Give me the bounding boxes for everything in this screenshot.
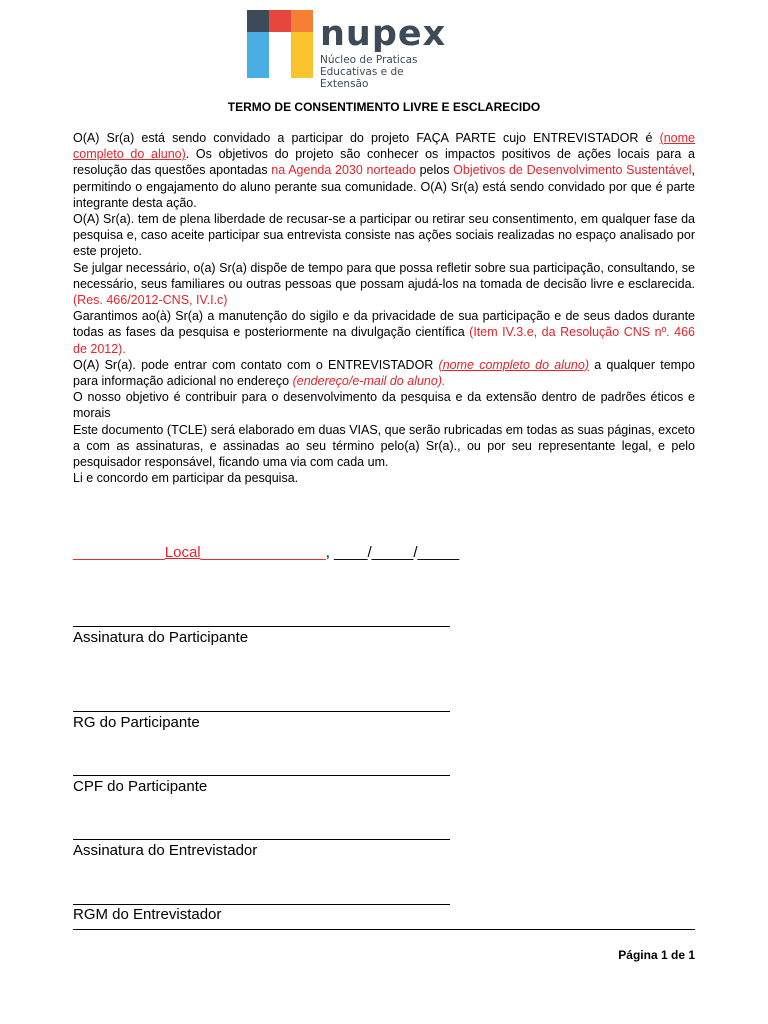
document-title: TERMO DE CONSENTIMENTO LIVRE E ESCLARECIDO: [227, 100, 541, 114]
participant-cpf-line[interactable]: [73, 775, 450, 776]
document-body: [73, 130, 695, 486]
paragraph-objective: O nosso objetivo é contribuir para o desenvolvimento da pesquisa e da extensão dentro de padrões éticos e morais: [73, 390, 695, 421]
participant-signature-label: Assinatura do Participante: [73, 629, 249, 646]
interviewer-signature-line[interactable]: [73, 839, 450, 840]
page-number: [618, 948, 695, 962]
footer-divider: [73, 929, 695, 930]
p1-text-c: . Os objetivos do projeto são conhecer os impactos positivos de ações locais para a resolução das questões apontadas: [73, 147, 695, 178]
participant-rg-label: RG do Participante: [73, 714, 200, 731]
nupex-logo: [247, 10, 447, 90]
logo-subtitle: [320, 54, 447, 90]
agenda-2030-highlight: na Agenda 2030 norteado: [271, 163, 416, 178]
local-blank-before: ___________: [73, 544, 165, 561]
paragraph-reflection: [73, 260, 695, 309]
p1-text-g: , permitindo o engajamento do aluno perante sua comunidade. O(A) Sr(a) está sendo convidado por que é parte integrante desta ação.: [73, 163, 695, 210]
interviewer-rgm-line[interactable]: [73, 904, 450, 905]
participant-rg-line[interactable]: [73, 711, 450, 712]
p1-text-a: O(A) Sr(a) está sendo convidado a participar do projeto FAÇA PARTE cujo ENTREVISTADOR é: [73, 131, 660, 145]
p1-text-e: pelos: [415, 163, 454, 178]
resolution-citation: (Res. 466/2012-CNS, IV.I.c): [73, 293, 228, 308]
p3-text-a: Se julgar necessário, o(a) Sr(a) dispõe de tempo para que possa refletir sobre sua participação, consultando, se necessário, seus familiares ou outras pessoas que possam ajudá-los na tomada de decisão livre e esclarecida.: [73, 260, 695, 291]
ods-highlight: Objetivos de Desenvolvimento Sustentável: [453, 163, 692, 178]
paragraph-contact: [73, 357, 695, 389]
participant-cpf-label: CPF do Participante: [73, 778, 208, 795]
local-date-line[interactable]: [73, 544, 459, 561]
student-name-placeholder: (nome completo do aluno): [73, 131, 695, 162]
p4-text-a: Garantimos ao(à) Sr(a) a manutenção do sigilo e da privacidade de sua participação e de seus dados durante todas as fases da pesquisa e posteriormente na divulgação científica: [73, 309, 695, 340]
nupex-logo-mark-icon: [247, 10, 313, 78]
interviewer-rgm-label: RGM do Entrevistador: [73, 906, 222, 923]
p5-text-a: O(A) Sr(a). pode entrar com contato com o ENTREVISTADOR: [73, 357, 439, 372]
date-blank: , ____/_____/_____: [325, 544, 460, 561]
paragraph-invitation: [73, 130, 695, 211]
student-address-placeholder: (endereço/e-mail do aluno).: [292, 374, 446, 389]
paragraph-confidentiality: [73, 308, 695, 357]
student-name-placeholder-2: (nome completo do aluno): [438, 357, 589, 372]
local-label: Local: [164, 544, 201, 561]
logo-subtitle-line-2: Educativas e de Extensão: [320, 66, 404, 90]
logo-wordmark: nupex: [320, 14, 447, 54]
participant-signature-line[interactable]: [73, 626, 450, 627]
page-number-text: Página 1 de 1: [618, 948, 695, 962]
paragraph-copies: Este documento (TCLE) será elaborado em duas VIAS, que serão rubricadas em todas as suas páginas, exceto a com as assinaturas, e assinadas ao seu término pelo(a) Sr(a)., ou por seu representante legal, e pelo pesquisador responsável, ficando uma via com cada um.: [73, 422, 695, 470]
local-blank-after: _______________: [200, 544, 326, 561]
p5-text-c: a qualquer tempo para informação adicional no endereço: [73, 357, 695, 389]
logo-subtitle-line-1: Núcleo de Praticas: [320, 54, 418, 66]
item-citation: (Item IV.3.e, da Resolução CNS nº. 466 de 2012).: [73, 325, 695, 356]
paragraph-agreement: Li e concordo em participar da pesquisa.: [73, 471, 299, 486]
paragraph-freedom: O(A) Sr(a). tem de plena liberdade de recusar-se a participar ou retirar seu consentimento, em qualquer fase da pesquisa e, caso aceite participar sua entrevista consiste nas ações sociais realizadas no espaço analisado por este projeto.: [73, 212, 695, 259]
interviewer-signature-label: Assinatura do Entrevistador: [73, 842, 258, 859]
